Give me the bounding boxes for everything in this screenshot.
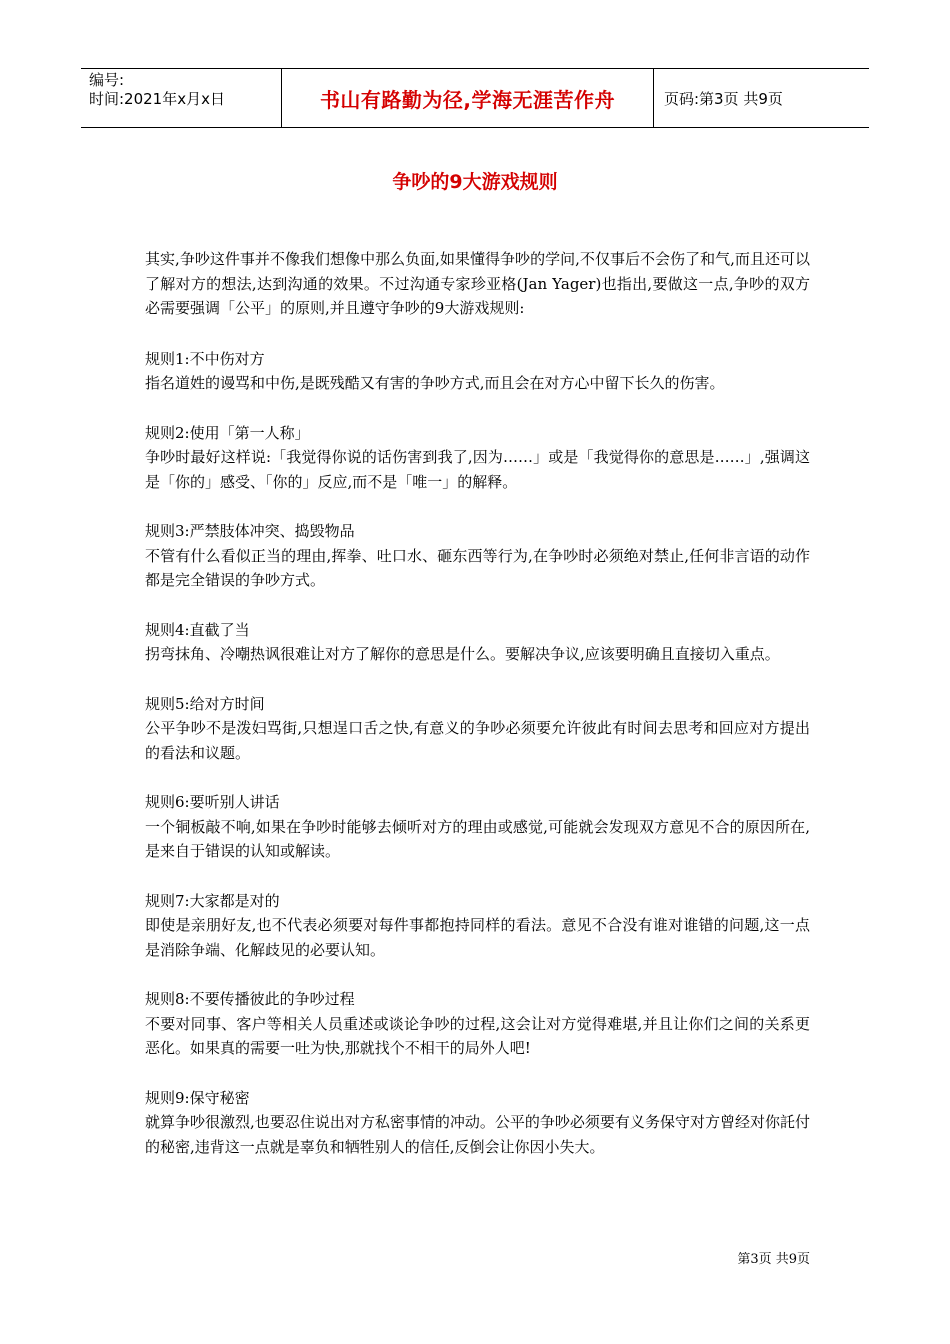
rule-block [145,421,810,495]
number-label: 编号: [89,71,125,89]
intro-paragraph: 其实,争吵这件事并不像我们想像中那么负面,如果懂得争吵的学问,不仅事后不会伤了和气,而且还可以了解对方的想法,达到沟通的效果。不过沟通专家珍亚格(Jan Yager)也指出,要做这一点,争吵的双方必需要强调「公平」的原则,并且遵守争吵的9大游戏规则: [145,250,810,317]
rule-heading: 规则3:严禁肢体冲突、捣毁物品 [145,522,355,540]
document-body [145,247,810,1184]
rule-block [145,790,810,864]
rule-text: 即使是亲朋好友,也不代表必须要对每件事都抱持同样的看法。意见不合没有谁对谁错的问题,这一点是消除争端、化解歧见的必要认知。 [145,916,810,959]
rule-heading: 规则2:使用「第一人称」 [145,423,310,442]
rule-heading: 规则7:大家都是对的 [145,891,280,910]
rule-text: 不管有什么看似正当的理由,挥拳、吐口水、砸东西等行为,在争吵时必须绝对禁止,任何非言语的动作都是完全错误的争吵方式。 [145,546,810,589]
rule-block [145,519,810,593]
rule-text: 不要对同事、客户等相关人员重述或谈论争吵的过程,这会让对方觉得难堪,并且让你们之间的关系更恶化。如果真的需要一吐为快,那就找个不相干的局外人吧! [145,1014,810,1057]
time-label: 时间:2021年x月x日 [89,90,225,108]
rule-block [145,1086,810,1160]
rule-heading: 规则6:要听别人讲话 [145,793,280,811]
rule-heading: 规则9:保守秘密 [145,1088,250,1107]
document-title: 争吵的9大游戏规则 [392,171,558,193]
rule-block [145,889,810,963]
page-footer: 第3页 共9页 [737,1252,810,1267]
page-header [81,68,869,128]
rule-heading: 规则4:直截了当 [145,620,250,639]
rule-block [145,692,810,766]
rule-text: 拐弯抹角、冷嘲热讽很难让对方了解你的意思是什么。要解决争议,应该要明确且直接切入重点。 [145,645,780,663]
rule-heading: 规则1:不中伤对方 [145,349,265,368]
rule-text: 一个铜板敲不响,如果在争吵时能够去倾听对方的理由或感觉,可能就会发现双方意见不合的原因所在,是来自于错误的认知或解读。 [145,817,810,860]
rule-block [145,347,810,396]
header-motto: 书山有路勤为径,学海无涯苦作舟 [281,69,654,127]
rule-text: 就算争吵很激烈,也要忍住说出对方私密事情的冲动。公平的争吵必须要有义务保守对方曾经对你託付的秘密,违背这一点就是辜负和牺牲别人的信任,反倒会让你因小失大。 [145,1113,810,1156]
rule-heading: 规则8:不要传播彼此的争吵过程 [145,990,355,1008]
header-meta [81,69,281,127]
rule-text: 指名道姓的谩骂和中伤,是既残酷又有害的争吵方式,而且会在对方心中留下长久的伤害。 [145,374,725,392]
rule-text: 公平争吵不是泼妇骂街,只想逞口舌之快,有意义的争吵必须要允许彼此有时间去思考和回应对方提出的看法和议题。 [145,719,810,762]
rule-heading: 规则5:给对方时间 [145,694,265,713]
rule-block [145,618,810,667]
header-page-code: 页码:第3页 共9页 [664,89,783,108]
rule-block [145,987,810,1061]
rule-text: 争吵时最好这样说:「我觉得你说的话伤害到我了,因为……」或是「我觉得你的意思是……」,强调这是「你的」感受、「你的」反应,而不是「唯一」的解释。 [145,448,810,491]
